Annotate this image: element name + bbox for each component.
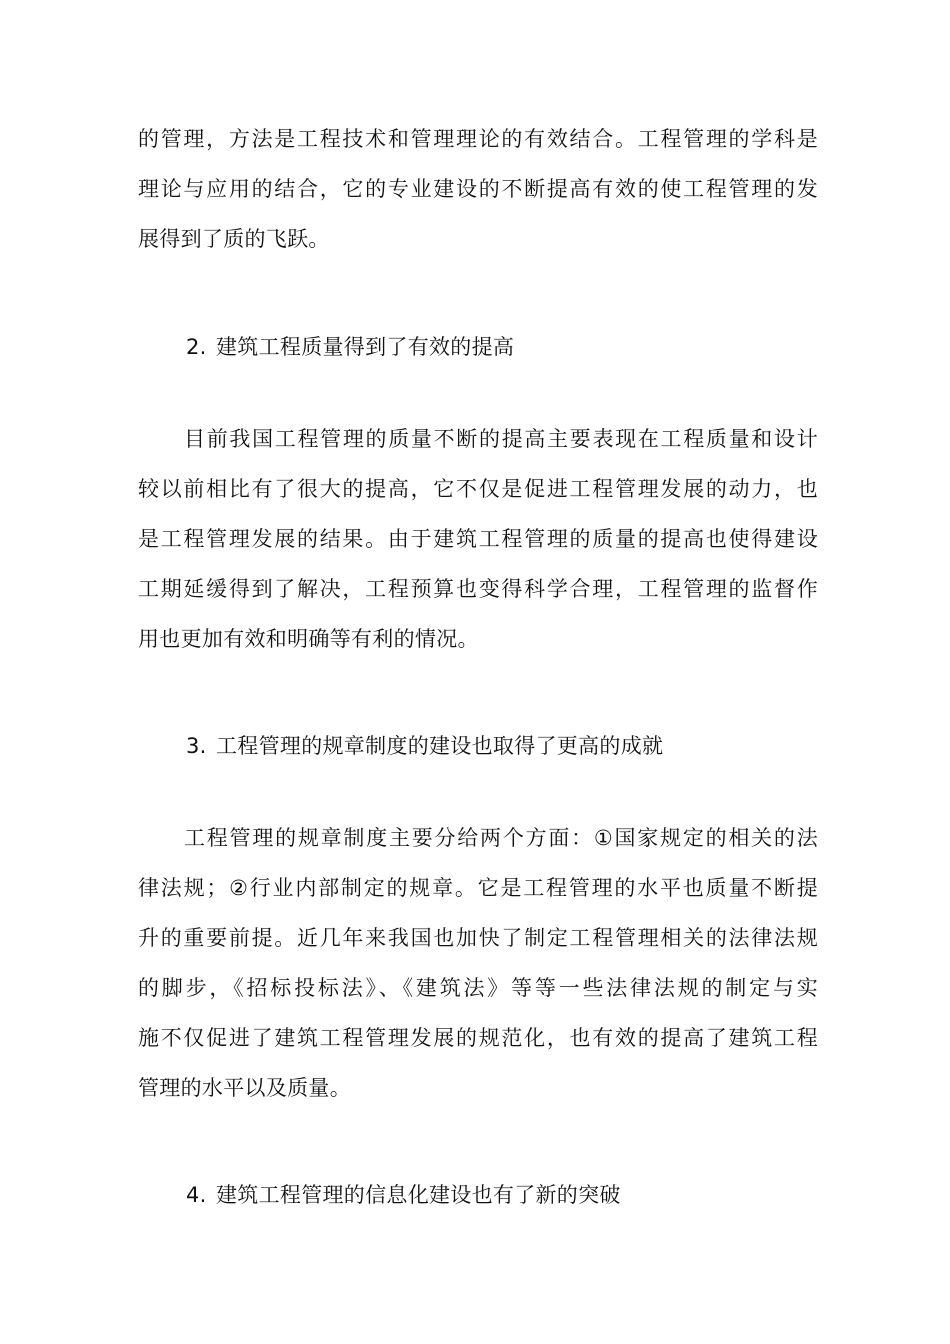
paragraph-line: 较以前相比有了很大的提高，它不仅是促进工程管理发展的动力，也 <box>138 477 818 501</box>
paragraph-line: 理论与应用的结合，它的专业建设的不断提高有效的使工程管理的发 <box>138 177 818 201</box>
section-heading-4 <box>186 1180 621 1210</box>
paragraph-line: 管理的水平以及质量。 <box>138 1076 351 1100</box>
paragraph-line: 用也更加有效和明确等有利的情况。 <box>138 627 479 651</box>
paragraph-line: 的脚步，《招标投标法》、《建筑法》等等一些法律法规的制定与实 <box>138 976 818 1000</box>
paragraph-quality-improvement <box>138 414 818 664</box>
paragraph-line: 律法规；②行业内部制定的规章。它是工程管理的水平也质量不断提 <box>138 876 818 900</box>
heading-number: 2. <box>186 335 207 359</box>
section-heading-2 <box>186 332 514 362</box>
paragraph-line: 工程管理的规章制度主要分给两个方面：①国家规定的相关的法 <box>184 826 818 850</box>
paragraph-management-discipline <box>138 114 818 264</box>
heading-number: 4. <box>186 1183 207 1207</box>
paragraph-line: 工期延缓得到了解决，工程预算也变得科学合理，工程管理的监督作 <box>138 577 818 601</box>
heading-number: 3. <box>186 734 207 758</box>
paragraph-line: 是工程管理发展的结果。由于建筑工程管理的质量的提高也使得建设 <box>138 527 818 551</box>
section-heading-3 <box>186 731 663 761</box>
heading-text: 工程管理的规章制度的建设也取得了更高的成就 <box>216 734 664 758</box>
paragraph-line: 升的重要前提。近几年来我国也加快了制定工程管理相关的法律法规 <box>138 926 818 950</box>
paragraph-line: 施不仅促进了建筑工程管理发展的规范化，也有效的提高了建筑工程 <box>138 1026 818 1050</box>
paragraph-regulations <box>138 813 818 1113</box>
paragraph-line: 展得到了质的飞跃。 <box>138 227 330 251</box>
heading-text: 建筑工程管理的信息化建设也有了新的突破 <box>216 1183 621 1207</box>
paragraph-line: 目前我国工程管理的质量不断的提高主要表现在工程质量和设计 <box>184 427 818 451</box>
paragraph-line: 的管理，方法是工程技术和管理理论的有效结合。工程管理的学科是 <box>138 127 818 151</box>
heading-text: 建筑工程质量得到了有效的提高 <box>216 335 515 359</box>
